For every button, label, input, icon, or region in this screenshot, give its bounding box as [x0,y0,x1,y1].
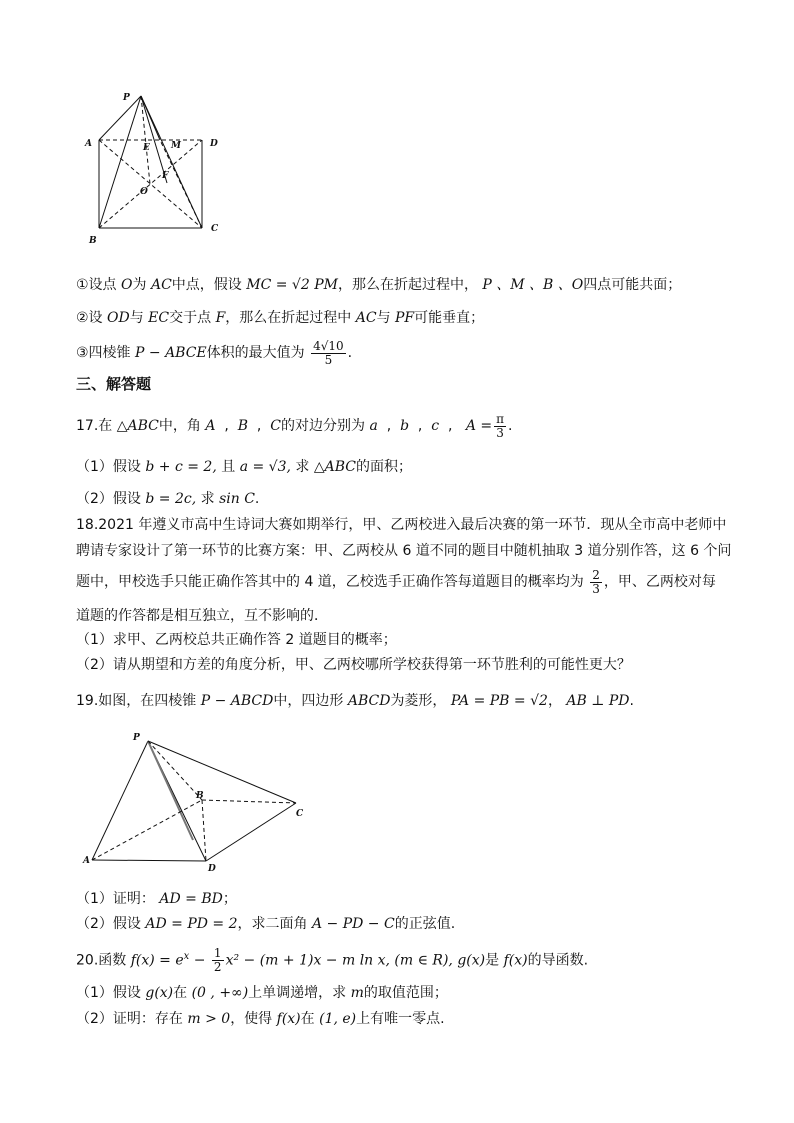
text: 上有唯一零点. [356,1011,445,1027]
math: F [215,310,226,326]
fraction [590,569,602,596]
fraction-numerator: 4√10 [313,338,344,353]
fig2-label-D: D [208,864,216,874]
text: （1）假设 [76,459,146,475]
q20-part1 [76,983,448,1003]
statement-3 [76,334,352,372]
math: b [400,418,410,434]
text: 17.在 [76,418,117,434]
text: 的取值范围； [363,985,448,1001]
text: 的导函数. [527,952,589,969]
figure-folded-rectangle [80,88,230,253]
text: （1）假设 [76,985,146,1001]
math: x² − (m + 1)x − m ln x, (m ∈ R), [225,952,453,969]
q19-stem [76,688,634,714]
math: AC [355,310,377,326]
math: c [431,418,440,434]
text: . [508,418,513,434]
q18-line-2: 聘请专家设计了第一环节的比赛方案：甲、乙两校从 6 道不同的题目中随机抽取 3 道分别作答，这 6 个问 [76,543,732,559]
fig1-label-D: D [210,139,218,149]
fig2-label-C: C [296,809,304,819]
text: 19.如图，在四棱锥 [76,693,201,709]
text: 可能垂直； [414,310,485,326]
fraction [212,947,224,974]
text: ②设 [76,310,108,326]
math: PA = PB = √2 [450,693,548,709]
fig1-label-A: A [85,139,92,149]
q17-part1 [76,457,412,477]
fig1-label-C: C [211,224,219,234]
text: 的面积； [356,459,412,475]
math: O [121,277,133,293]
text: 在 [173,985,192,1001]
text: （2）假设 [76,916,146,932]
text: 求 [290,459,314,475]
math: B [237,418,248,434]
text: 为菱形， [390,693,451,709]
text: ，那么在折起过程中， [337,277,483,293]
text: ； [222,891,237,907]
text: 为 [132,277,151,293]
math: P − ABCD [200,693,274,709]
q18-line-3 [76,566,716,598]
math: MC = √2 PM [246,277,338,293]
math: g(x) [145,985,174,1001]
text: 题中，甲校选手只能正确作答其中的 4 道，乙校选手正确作答每道题目的概率均为 [76,574,589,590]
text: ，甲、乙两校对每 [603,574,716,590]
text: 中点，假设 [171,277,247,293]
figure-pyramid [78,728,318,876]
math: P 、M 、B 、O [482,277,584,293]
text: . [347,345,353,361]
fig2-label-A: A [83,856,90,866]
q19-part1 [76,889,237,909]
fraction-denominator: 3 [592,581,600,596]
text: ，求二面角 [237,916,312,932]
q18-part1: （1）求甲、乙两校总共正确作答 2 道题目的概率； [76,632,397,648]
text: （2）证明：存在 [76,1011,188,1027]
text: 交于点 [169,310,216,326]
fig1-label-B: B [89,236,97,246]
math: a = √3, [239,459,291,475]
statement-1 [76,275,681,295]
statement-2 [76,308,484,328]
text: ， [547,693,567,709]
math: △ABC [313,459,356,475]
fig1-label-F: F [162,171,169,181]
text: 上单调递增，求 [248,985,351,1001]
text: 是 [485,952,504,969]
math: AD = BD [159,891,223,907]
text: 中，角 [158,418,206,434]
math: EC [148,310,170,326]
q20-part2 [76,1009,445,1029]
q18-line-1: 18.2021 年遵义市高中生诗词大赛如期举行，甲、乙两校进入最后决赛的第一环节．现从全市高中老师中 [76,517,727,533]
math: AD = PD = 2 [145,916,238,932]
fraction-numerator: 1 [213,946,222,961]
math: PF [395,310,415,326]
math: m [350,985,364,1001]
q18-line-4: 道题的作答都是相互独立，互不影响的． [76,608,328,624]
fig1-label-O: O [140,187,148,197]
text: ，那么在折起过程中 [225,310,356,326]
math: A [205,418,216,434]
fraction-numerator: π [496,411,505,426]
text: ，使得 [230,1011,277,1027]
text: 中，四边形 [273,693,348,709]
text: ①设点 [76,277,122,293]
math-exponent: x [183,951,190,962]
fraction [494,413,506,440]
fig1-label-M: M [171,141,181,151]
math: g(x) [457,952,486,969]
math: △ABC [116,418,159,434]
fig2-label-B: B [196,791,204,801]
math: f(x) [503,952,528,969]
math: A = [465,418,493,434]
math: AB ⊥ PD [566,693,630,709]
text: 的正弦值. [394,916,456,932]
q20-stem [76,942,588,976]
math: b = 2c, [145,491,197,507]
text: 20.函数 [76,952,131,969]
q18-part2: （2）请从期望和方差的角度分析，甲、乙两校哪所学校获得第一环节胜利的可能性更大？ [76,657,631,673]
math: AC [150,277,172,293]
math: A − PD − C [311,916,395,932]
fraction-numerator: 2 [592,567,600,582]
fraction [311,340,346,367]
text: 与 [376,310,396,326]
math: P − ABCE [135,345,207,361]
q17-part2 [76,489,259,509]
text: . [254,491,260,507]
text: （1）证明： [76,891,160,907]
math: OD [107,310,130,326]
math: f(x) [276,1011,301,1027]
math: m > 0 [187,1011,231,1027]
math: ABCD [347,693,391,709]
math: sin C [219,491,255,507]
math: a [369,418,378,434]
text: 体积的最大值为 [206,345,310,361]
fraction-denominator: 5 [324,352,333,367]
fig2-label-P: P [133,733,140,743]
q19-part2 [76,914,455,934]
text: 在 [300,1011,320,1027]
q17-stem: 17.在 △ABC中，角 A , B , C的对边分别为 a , b , c , A = $\frac{\pi}{3}$ . [76,411,513,440]
math: (0 , +∞) [191,985,249,1001]
text: . [629,693,634,709]
text: 四点可能共面； [583,277,682,293]
fraction-denominator: 2 [213,960,222,975]
text: 求 [196,491,220,507]
fraction-denominator: 3 [496,425,504,440]
math: f(x) = e [130,952,184,969]
math: (1, e) [319,1011,357,1027]
section-heading: 三、解答题 [76,375,152,393]
text: 的对边分别为 [280,418,370,434]
math: C [270,418,281,434]
text: ③四棱锥 [76,345,136,361]
text: （2）假设 [76,491,146,507]
math: b + c = 2, [145,459,217,475]
fig1-label-E: E [143,143,150,153]
text: 且 [216,459,240,475]
text: 与 [129,310,149,326]
fig1-label-P: P [123,93,130,103]
math: − [189,952,210,969]
